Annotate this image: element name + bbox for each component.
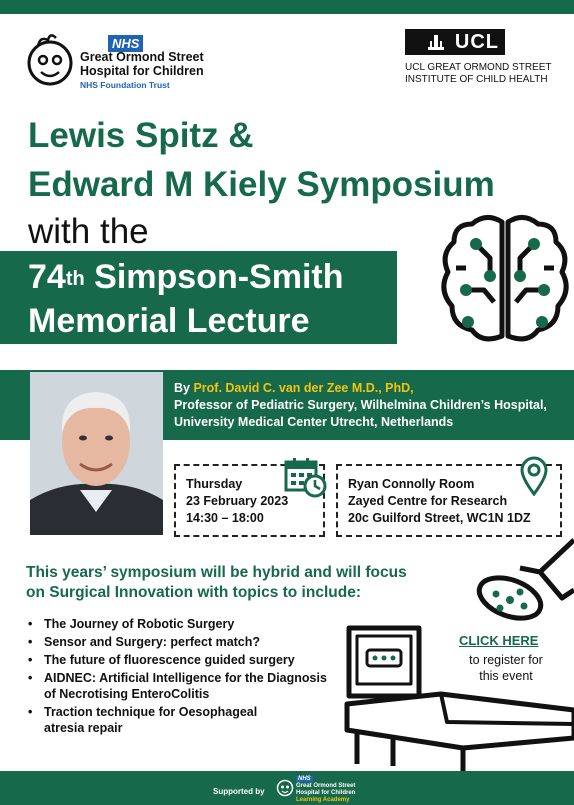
lecture-line2: Memorial Lecture xyxy=(28,302,310,340)
event-date: 23 February 2023 xyxy=(186,494,289,508)
speaker-photo xyxy=(30,372,163,535)
ucl-logo-text: UCL xyxy=(454,31,499,53)
list-item: • Traction technique for Oesophageal atresia repair xyxy=(28,704,289,736)
venue-line1: Ryan Connolly Room xyxy=(348,477,475,491)
speaker-institution: University Medical Center Utrecht, Netherlands xyxy=(174,415,454,429)
gosh-name xyxy=(80,50,204,78)
symposium-intro xyxy=(26,563,407,603)
footer-logo-line1: Great Ormond Street xyxy=(296,783,356,789)
speaker-info xyxy=(174,380,547,431)
footer-logo-line3: Learning Academy xyxy=(296,797,350,803)
ucl-sub-line2: INSTITUTE OF CHILD HEALTH xyxy=(405,74,548,85)
register-text xyxy=(448,652,564,684)
venue-line2: Zayed Centre for Research xyxy=(348,494,508,508)
ucl-sub-line1: UCL GREAT ORMOND STREET xyxy=(405,62,552,73)
lecture-suffix: th xyxy=(65,268,85,290)
surgical-lamp-icon xyxy=(470,520,574,628)
brain-circuit-icon xyxy=(436,210,574,350)
gosh-face-icon xyxy=(26,30,78,92)
speaker-role: Professor of Pediatric Surgery, Wilhelmina Children’s Hospital, xyxy=(174,398,547,412)
intro-line1: This years’ symposium will be hybrid and will focus xyxy=(26,564,407,581)
gosh-name-line1: Great Ormond Street xyxy=(80,50,204,64)
register-link[interactable]: CLICK HERE xyxy=(459,633,539,648)
gosh-name-line2: Hospital for Children xyxy=(80,64,204,78)
event-day: Thursday xyxy=(186,477,243,491)
lecture-number: 74 xyxy=(28,258,66,296)
lecture-line1 xyxy=(28,256,344,298)
date-text xyxy=(186,476,288,527)
speaker-credentials: M.D., PhD, xyxy=(348,381,414,395)
footer-nhs: NHS xyxy=(298,776,311,782)
register-line2: this event xyxy=(479,669,533,683)
gosh-trust: NHS Foundation Trust xyxy=(80,80,170,90)
ucl-portico-icon xyxy=(427,33,445,51)
calendar-clock-icon xyxy=(284,456,328,498)
speaker-name: Prof. David C. van der Zee xyxy=(193,381,349,395)
location-pin-icon xyxy=(520,456,548,496)
footer-logo-text xyxy=(296,776,355,804)
speaker-by: By xyxy=(174,381,194,395)
topics-list xyxy=(28,616,348,738)
speaker-portrait-image xyxy=(30,372,163,535)
register-line1: to register for xyxy=(469,653,543,667)
footer-gosh-face-icon xyxy=(276,776,294,798)
list-item: • Sensor and Surgery: perfect match? xyxy=(28,634,348,650)
supported-by: Supported by xyxy=(213,787,265,796)
intro-line2: on Surgical Innovation with topics to include: xyxy=(26,584,361,601)
list-item: • AIDNEC: Artificial Intelligence for the Diagnosis of Necrotising EnteroColitis xyxy=(28,670,329,702)
event-time: 14:30 – 18:00 xyxy=(186,511,264,525)
list-item: • The future of fluorescence guided surgery xyxy=(28,652,348,668)
title-line3: with the xyxy=(28,212,149,251)
lecture-name: Simpson-Smith xyxy=(84,258,344,296)
title-line2: Edward M Kiely Symposium xyxy=(28,165,495,204)
venue-line3: 20c Guilford Street, WC1N 1DZ xyxy=(348,511,531,525)
nhs-badge: NHS xyxy=(108,35,143,52)
ucl-logo xyxy=(405,29,505,55)
list-item: • The Journey of Robotic Surgery xyxy=(28,616,348,632)
ucl-subtitle xyxy=(405,62,552,86)
top-bar xyxy=(0,0,574,14)
footer-logo-line2: Hospital for Children xyxy=(296,790,356,796)
title-line1: Lewis Spitz & xyxy=(28,116,254,155)
